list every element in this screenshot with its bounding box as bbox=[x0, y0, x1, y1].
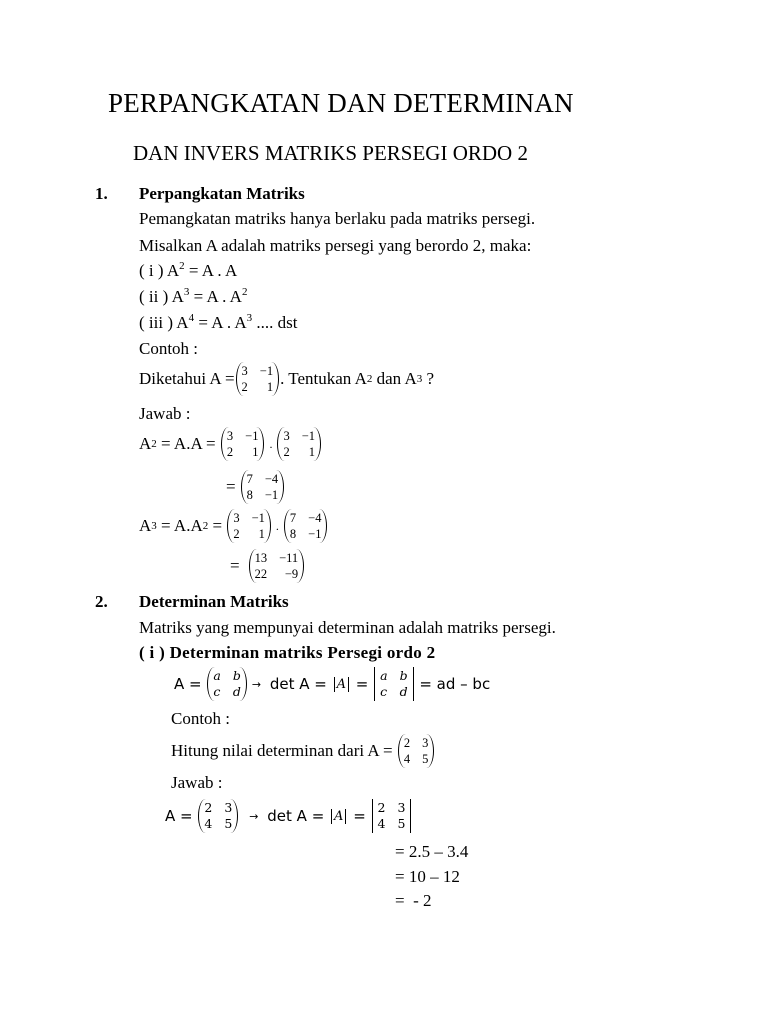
a3-eq: = A.A bbox=[156, 516, 203, 535]
formula-eq: = bbox=[351, 675, 374, 693]
equals-sign: = bbox=[226, 477, 236, 496]
rule-2-exp: 3 bbox=[183, 286, 190, 298]
matrix-cell: 1 bbox=[308, 445, 316, 459]
matrix-a2-right bbox=[284, 509, 328, 543]
matrix-a-right bbox=[277, 427, 321, 461]
contoh-1-label: Contoh : bbox=[139, 339, 199, 358]
matrix-cell: 5 bbox=[224, 816, 233, 831]
section-1-line2: Misalkan A adalah matriks persegi yang berordo 2, maka: bbox=[139, 236, 532, 255]
matrix-cell: −11 bbox=[279, 551, 299, 565]
matrix-cell: 3 bbox=[283, 429, 290, 443]
dot-operator: . bbox=[269, 436, 273, 451]
jawab-1-label: Jawab : bbox=[139, 404, 191, 423]
matrix-b bbox=[398, 734, 435, 768]
page-title: PERPANGKATAN DAN DETERMINAN bbox=[108, 88, 574, 118]
matrix-cell: 1 bbox=[258, 527, 265, 541]
matrix-cell: 5 bbox=[397, 816, 406, 831]
matrix-cell: −4 bbox=[264, 472, 279, 486]
matrix-cell: 3 bbox=[241, 364, 248, 378]
rule-3-exp: 4 bbox=[188, 312, 195, 324]
formula-lhs: A = bbox=[174, 675, 207, 693]
a2-row: A 2 = A.A = 3 −1 2 1 . 3 −1 2 1 bbox=[139, 427, 322, 461]
det-general bbox=[374, 667, 413, 701]
matrix-cell: d bbox=[232, 684, 241, 699]
matrix-cell: 3 bbox=[422, 736, 429, 750]
matrix-cell: 2 bbox=[233, 527, 240, 541]
section-1-number: 1. bbox=[95, 184, 108, 203]
matrix-cell: −1 bbox=[245, 429, 259, 443]
rule-3 bbox=[139, 313, 298, 333]
matrix-cell: b bbox=[232, 668, 241, 683]
rule-2-exp2: 2 bbox=[241, 286, 248, 298]
answer-lhs: A = bbox=[165, 807, 198, 825]
a2-eq: = A.A = bbox=[156, 434, 220, 453]
matrix-cell: −1 bbox=[301, 429, 316, 443]
matrix-cell: 3 bbox=[224, 800, 233, 815]
det-answer-row bbox=[165, 799, 412, 833]
section-1-line1: Pemangkatan matriks hanya berlaku pada matriks persegi. bbox=[139, 209, 536, 228]
a3-row: A 3 = A.A 2 = 3 −1 2 1 . 7 −4 8 −1 bbox=[139, 509, 328, 543]
matrix-cell: 8 bbox=[246, 488, 253, 502]
rule-1-rest: = A . A bbox=[184, 261, 238, 280]
step-1: = 2.5 – 3.4 bbox=[395, 842, 469, 861]
answer-eq: = bbox=[348, 807, 371, 825]
question-2-text: Hitung nilai determinan dari A = bbox=[171, 741, 397, 760]
section-2-heading: Determinan Matriks bbox=[139, 592, 289, 611]
matrix-cell: −1 bbox=[259, 364, 274, 378]
matrix-cell: 22 bbox=[254, 567, 268, 581]
question-1-prefix: Diketahui A = bbox=[139, 369, 235, 388]
matrix-cell: −9 bbox=[284, 567, 299, 581]
matrix-cell: 4 bbox=[403, 752, 411, 766]
matrix-cell: 2 bbox=[403, 736, 411, 750]
matrix-b-answer bbox=[198, 799, 238, 833]
matrix-cell: 7 bbox=[246, 472, 253, 486]
answer-det: det A = bbox=[262, 807, 330, 825]
matrix-cell: 7 bbox=[289, 511, 297, 525]
matrix-a bbox=[236, 362, 280, 396]
matrix-cell: 2 bbox=[283, 445, 290, 459]
matrix-cell: b bbox=[399, 668, 408, 683]
matrix-cell: c bbox=[380, 684, 388, 699]
matrix-cell: 2 bbox=[204, 800, 213, 815]
matrix-cell: 13 bbox=[254, 551, 268, 565]
section-2-subheading: ( i ) Determinan matriks Persegi ordo 2 bbox=[139, 643, 436, 662]
det-formula-row bbox=[174, 667, 490, 701]
matrix-cell: a bbox=[380, 668, 388, 683]
matrix-cell: 4 bbox=[204, 816, 213, 831]
a3-eq2: = bbox=[208, 516, 227, 535]
matrix-a-left-2 bbox=[227, 509, 271, 543]
matrix-a2 bbox=[241, 470, 285, 504]
rule-1 bbox=[139, 261, 237, 281]
question-2-row bbox=[171, 734, 435, 768]
matrix-cell: c bbox=[213, 684, 221, 699]
section-2-line1: Matriks yang mempunyai determinan adalah matriks persegi. bbox=[139, 618, 556, 637]
matrix-cell: 5 bbox=[422, 752, 429, 766]
rule-3-prefix: ( iii ) A bbox=[139, 313, 189, 332]
matrix-general bbox=[207, 667, 246, 701]
arrow-icon: → bbox=[251, 677, 262, 691]
a2-result-row bbox=[226, 470, 285, 504]
abs-a-2: A bbox=[331, 809, 346, 824]
matrix-cell: 1 bbox=[252, 445, 259, 459]
question-1-dan: dan A bbox=[372, 369, 417, 388]
matrix-cell: 3 bbox=[233, 511, 240, 525]
matrix-cell: a bbox=[213, 668, 221, 683]
rule-2 bbox=[139, 287, 247, 307]
matrix-cell: −1 bbox=[251, 511, 265, 525]
matrix-cell: −1 bbox=[264, 488, 279, 502]
matrix-cell: 1 bbox=[266, 380, 274, 394]
rule-2-rest: = A . A bbox=[189, 287, 242, 306]
matrix-cell: d bbox=[399, 684, 408, 699]
matrix-cell: 2 bbox=[226, 445, 234, 459]
matrix-a-left bbox=[221, 427, 265, 461]
matrix-cell: 2 bbox=[377, 800, 386, 815]
a3-lhs: A bbox=[139, 516, 152, 535]
rule-3-rest: = A . A bbox=[194, 313, 247, 332]
matrix-cell: 4 bbox=[377, 816, 386, 831]
question-1-end: ? bbox=[422, 369, 435, 388]
matrix-cell: 8 bbox=[289, 527, 297, 541]
rule-1-prefix: ( i ) A bbox=[139, 261, 180, 280]
question-1-row: Diketahui A = 3 −1 2 1 . Tentukan A 2 dan A 3 ? bbox=[139, 364, 435, 394]
matrix-cell: 2 bbox=[241, 380, 248, 394]
rule-1-exp: 2 bbox=[179, 260, 185, 272]
a2-lhs: A bbox=[139, 434, 152, 453]
page-subtitle: DAN INVERS MATRIKS PERSEGI ORDO 2 bbox=[133, 141, 528, 165]
step-2: = 10 – 12 bbox=[395, 867, 460, 886]
matrix-cell: 3 bbox=[397, 800, 406, 815]
rule-3-tail: .... dst bbox=[252, 313, 298, 332]
matrix-cell: 3 bbox=[226, 429, 234, 443]
rule-2-prefix: ( ii ) A bbox=[139, 287, 184, 306]
dot-operator-2: . bbox=[275, 518, 279, 533]
formula-det: det A = bbox=[265, 675, 332, 693]
formula-result: = ad – bc bbox=[414, 675, 491, 693]
det-b bbox=[372, 799, 412, 833]
abs-a: A bbox=[334, 677, 349, 692]
contoh-2-label: Contoh : bbox=[171, 709, 231, 728]
arrow-icon-2: → bbox=[249, 809, 259, 823]
question-1-mid: . Tentukan A bbox=[280, 369, 367, 388]
a3-result-row bbox=[230, 549, 305, 583]
matrix-cell: −4 bbox=[308, 511, 322, 525]
rule-3-exp2: 3 bbox=[246, 312, 253, 324]
step-3: = - 2 bbox=[395, 891, 432, 910]
matrix-cell: −1 bbox=[308, 527, 322, 541]
equals-sign-2: = bbox=[230, 556, 240, 575]
section-2-number: 2. bbox=[95, 592, 108, 611]
section-1-heading: Perpangkatan Matriks bbox=[139, 184, 305, 203]
jawab-2-label: Jawab : bbox=[171, 773, 223, 792]
matrix-a3 bbox=[249, 549, 305, 583]
